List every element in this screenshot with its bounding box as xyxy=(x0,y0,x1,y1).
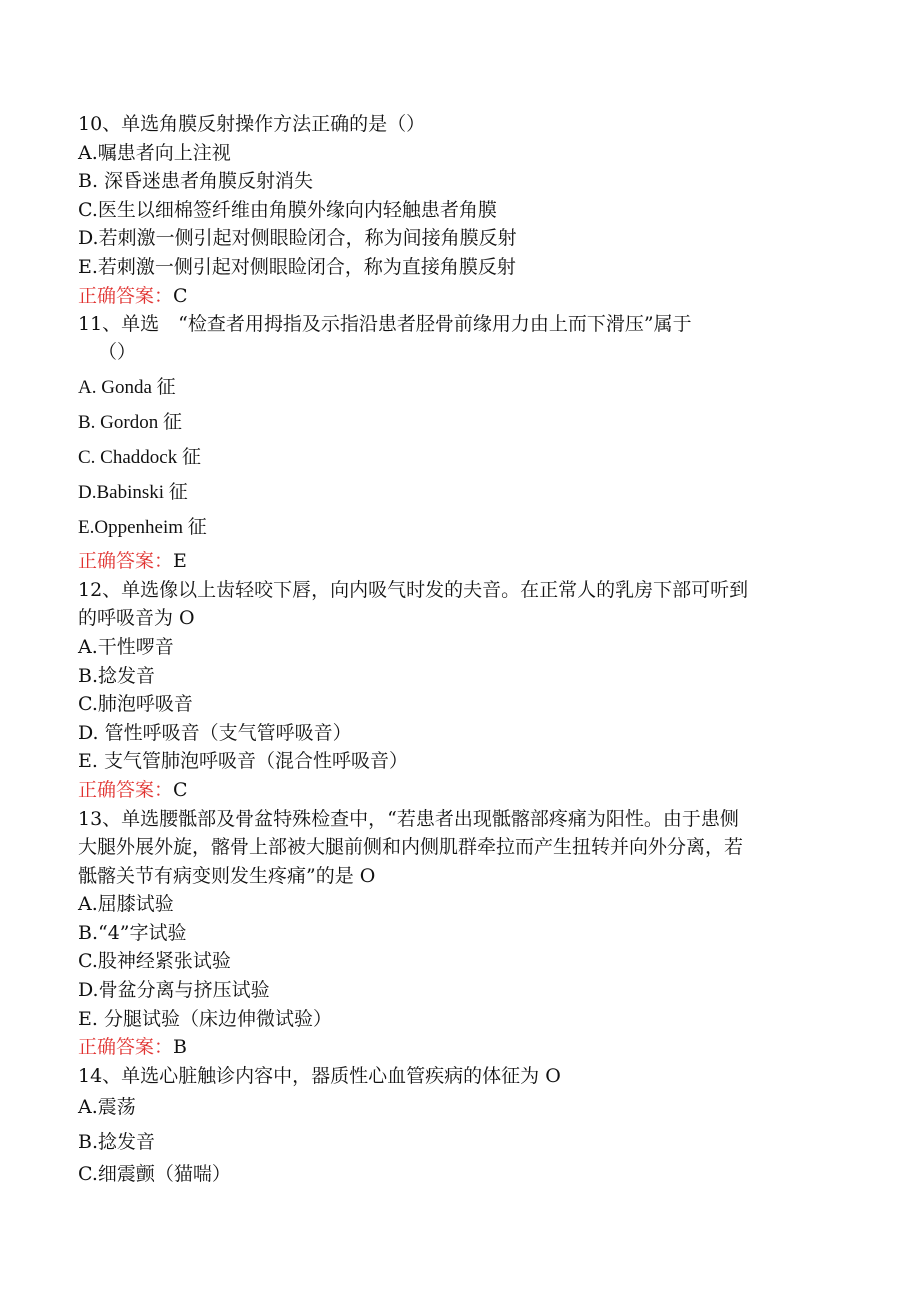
question-11 xyxy=(78,310,838,576)
answer-line xyxy=(78,282,838,311)
option-c: C.股神经紧张试验 xyxy=(78,950,231,973)
option-a: A.嘱患者向上注视 xyxy=(78,141,231,164)
question-12 xyxy=(78,576,838,805)
option-c: C.医生以细棉签纤维由角膜外缘向内轻触患者角膜 xyxy=(78,198,497,221)
answer-value: B xyxy=(173,1036,187,1059)
option-c: C.肺泡呼吸音 xyxy=(78,693,193,716)
option-e: E.Oppenheim 征 xyxy=(78,517,207,539)
option-e: E.若刺激一侧引起对侧眼睑闭合，称为直接角膜反射 xyxy=(78,255,516,278)
answer-label: 正确答案： xyxy=(78,778,174,801)
option-d: D.骨盆分离与挤压试验 xyxy=(78,979,270,1002)
option-a: A.屈膝试验 xyxy=(78,893,174,916)
option-c: C. Chaddock 征 xyxy=(78,447,201,469)
option-a: A. Gonda 征 xyxy=(78,377,176,399)
answer-line xyxy=(78,1033,838,1062)
option-b: B. 深昏迷患者角膜反射消失 xyxy=(78,170,314,193)
option-b: B.“4”字试验 xyxy=(78,921,187,944)
question-stem-continued: 的呼吸音为 O xyxy=(78,607,195,630)
document-page xyxy=(78,110,838,1189)
option-b: B. Gordon 征 xyxy=(78,412,182,434)
option-e: E. 分腿试验（床边伸微试验） xyxy=(78,1007,332,1030)
question-stem-continued: 大腿外展外旋，髂骨上部被大腿前侧和内侧肌群牵拉而产生扭转并向外分离，若 xyxy=(78,836,744,859)
question-13 xyxy=(78,805,838,1062)
option-e: E. 支气管肺泡呼吸音（混合性呼吸音） xyxy=(78,750,408,773)
question-stem: 14、单选心脏触诊内容中，器质性心血管疾病的体征为 O xyxy=(78,1064,561,1087)
option-b: B.捻发音 xyxy=(78,664,156,687)
answer-value: C xyxy=(173,284,188,307)
question-stem-continued: （） xyxy=(98,341,137,364)
option-a: A.干性啰音 xyxy=(78,635,174,658)
question-stem: 11、单选 “检查者用拇指及示指沿患者胫骨前缘用力由上而下滑压”属于 xyxy=(78,313,692,336)
question-stem: 13、单选腰骶部及骨盆特殊检查中，“若患者出现骶髂部疼痛为阳性。由于患侧 xyxy=(78,807,739,830)
question-14 xyxy=(78,1062,838,1189)
question-stem-continued-2: 骶髂关节有病变则发生疼痛”的是 O xyxy=(78,864,376,887)
question-stem: 10、单选角膜反射操作方法正确的是（） xyxy=(78,113,426,135)
option-d: D. 管性呼吸音（支气管呼吸音） xyxy=(78,721,352,744)
answer-line xyxy=(78,776,838,805)
answer-line xyxy=(78,547,838,576)
answer-label: 正确答案： xyxy=(78,284,174,307)
answer-label: 正确答案： xyxy=(78,550,174,573)
question-stem: 12、单选像以上齿轻咬下唇，向内吸气时发的夫音。在正常人的乳房下部可听到 xyxy=(78,578,749,601)
answer-label: 正确答案： xyxy=(78,1036,174,1059)
option-d: D.Babinski 征 xyxy=(78,482,188,504)
answer-value: E xyxy=(173,550,187,573)
option-b: B.捻发音 xyxy=(78,1131,156,1154)
option-c: C.细震颤（猫喘） xyxy=(78,1163,231,1186)
option-d: D.若刺激一侧引起对侧眼睑闭合，称为间接角膜反射 xyxy=(78,227,517,250)
option-a: A.震荡 xyxy=(78,1096,136,1119)
question-10 xyxy=(78,110,838,310)
answer-value: C xyxy=(173,778,188,801)
